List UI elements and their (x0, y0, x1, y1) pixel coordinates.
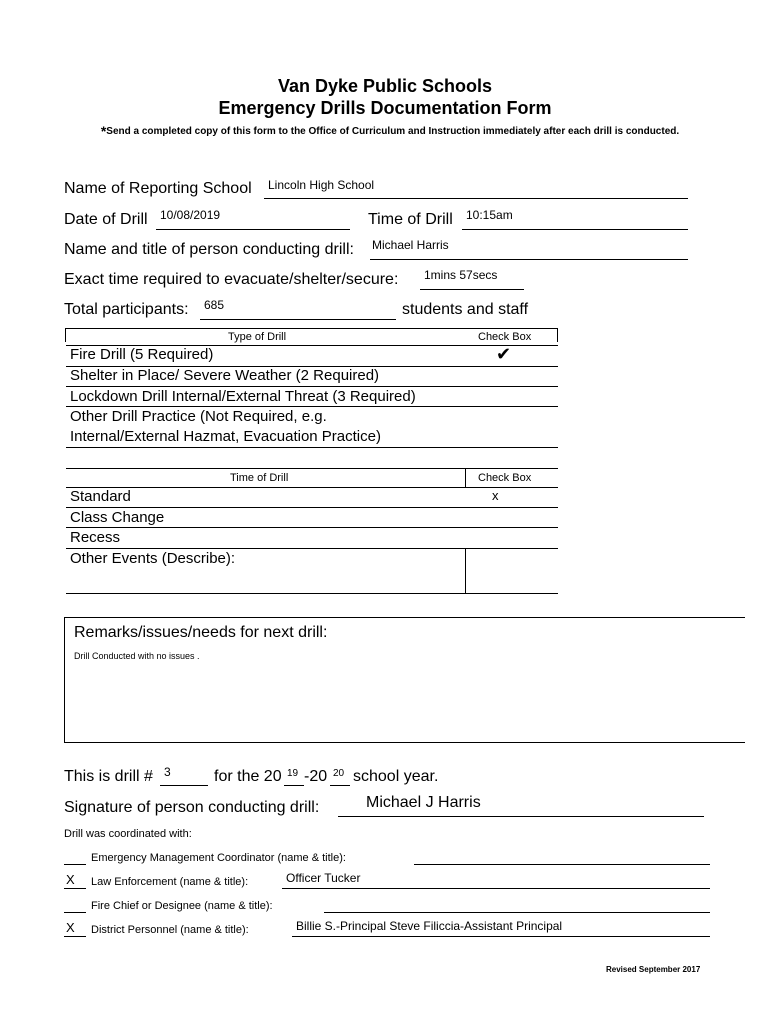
time-row-other-events: Other Events (Describe): (70, 550, 236, 567)
time-table-divider (465, 468, 466, 488)
date-underline (156, 229, 350, 230)
drill-number-field[interactable]: 3 (164, 765, 171, 779)
coord-district-underline (292, 936, 710, 937)
coord-check-line (64, 888, 86, 889)
time-table-top-rule (66, 468, 558, 469)
coord-ems-underline (414, 864, 710, 865)
coord-fire-underline (324, 912, 710, 913)
participants-suffix: students and staff (402, 301, 529, 318)
time-row-standard: Standard (70, 488, 131, 505)
coord-ems-label: Emergency Management Coordinator (name & title): (91, 852, 346, 864)
coordination-label: Drill was coordinated with: (64, 828, 192, 840)
person-field[interactable]: Michael Harris (372, 238, 449, 252)
time-field[interactable]: 10:15am (466, 208, 513, 222)
type-row-shelter: Shelter in Place/ Severe Weather (2 Required) (70, 367, 380, 384)
drill-number-underline (160, 785, 208, 786)
evac-field[interactable]: 1mins 57secs (424, 268, 498, 282)
type-row-other: Other Drill Practice (Not Required, e.g. (70, 408, 327, 425)
time-col-header: Time of Drill (230, 472, 289, 484)
note-asterisk: * (100, 123, 107, 139)
participants-label: Total participants: (64, 301, 189, 318)
type-row-rule (66, 406, 558, 407)
revised-date: Revised September 2017 (606, 965, 701, 974)
time-underline (462, 229, 688, 230)
person-underline (370, 259, 688, 260)
coord-district-label: District Personnel (name & title): (91, 924, 249, 936)
type-col-header: Type of Drill (228, 331, 287, 343)
evac-label: Exact time required to evacuate/shelter/secure: (64, 271, 399, 288)
person-label: Name and title of person conducting drill: (64, 241, 354, 258)
school-year-suffix: school year. (353, 768, 439, 785)
time-row-rule (66, 507, 558, 508)
time-table-divider (465, 548, 466, 594)
form-title: Van Dyke Public Schools (277, 76, 493, 96)
type-table-bottom-rule (66, 447, 558, 448)
coord-check-line (64, 912, 86, 913)
time-row-recess: Recess (70, 529, 121, 546)
type-table-right-edge (557, 328, 558, 342)
coord-district-field[interactable]: Billie S.-Principal Steve Filiccia-Assistant Principal (296, 919, 563, 933)
coord-law-field[interactable]: Officer Tucker (286, 871, 361, 885)
type-check-header: Check Box (478, 331, 532, 343)
date-field[interactable]: 10/08/2019 (160, 208, 221, 222)
school-underline (264, 198, 688, 199)
type-row-rule (66, 386, 558, 387)
year-dash: -20 (304, 768, 328, 785)
time-header-rule (66, 487, 558, 488)
date-label: Date of Drill (64, 211, 148, 228)
remarks-text[interactable]: Drill Conducted with no issues . (74, 651, 200, 661)
time-row-rule (66, 527, 558, 528)
year2-field[interactable]: 20 (333, 768, 345, 779)
type-row-lockdown: Lockdown Drill Internal/External Threat (3 Required) (70, 388, 416, 405)
coord-fire-label: Fire Chief or Designee (name & title): (91, 900, 273, 912)
time-check-header: Check Box (478, 472, 532, 484)
coord-law-label: Law Enforcement (name & title): (91, 876, 249, 888)
time-check-standard[interactable]: x (492, 488, 499, 503)
coord-district-mark[interactable]: X (66, 920, 75, 935)
signature-label: Signature of person conducting drill: (64, 799, 320, 816)
type-row-other-cont: Internal/External Hazmat, Evacuation Practice) (70, 428, 381, 445)
participants-underline (200, 319, 396, 320)
coord-law-underline (282, 888, 710, 889)
signature-field[interactable]: Michael J Harris (366, 794, 481, 811)
evac-underline (420, 289, 524, 290)
time-label: Time of Drill (368, 211, 453, 228)
type-table-top-rule (66, 328, 558, 329)
type-check-fire[interactable]: ✔ (496, 344, 512, 364)
coord-check-line (64, 864, 86, 865)
submission-note (60, 124, 720, 139)
form-subtitle: Emergency Drills Documentation Form (218, 98, 552, 118)
year1-field[interactable]: 19 (287, 768, 299, 779)
year1-underline (284, 785, 304, 786)
time-table-bottom-rule (66, 593, 558, 594)
time-row-rule (66, 548, 558, 549)
drill-number-prefix: This is drill # (64, 768, 153, 785)
coord-check-line (64, 936, 86, 937)
drill-year-prefix: for the 20 (214, 768, 282, 785)
coord-law-mark[interactable]: X (66, 872, 75, 887)
type-table-left-edge (65, 328, 66, 342)
school-label: Name of Reporting School (64, 180, 252, 197)
remarks-label: Remarks/issues/needs for next drill: (74, 624, 328, 641)
time-row-class-change: Class Change (70, 509, 165, 526)
participants-field[interactable]: 685 (204, 298, 225, 312)
school-field[interactable]: Lincoln High School (268, 178, 375, 192)
note-text: Send a completed copy of this form to the Office of Curriculum and Instruction immediately after each drill is conducted. (106, 126, 680, 137)
signature-underline (338, 816, 704, 817)
year2-underline (330, 785, 350, 786)
type-row-fire: Fire Drill (5 Required) (70, 346, 214, 363)
